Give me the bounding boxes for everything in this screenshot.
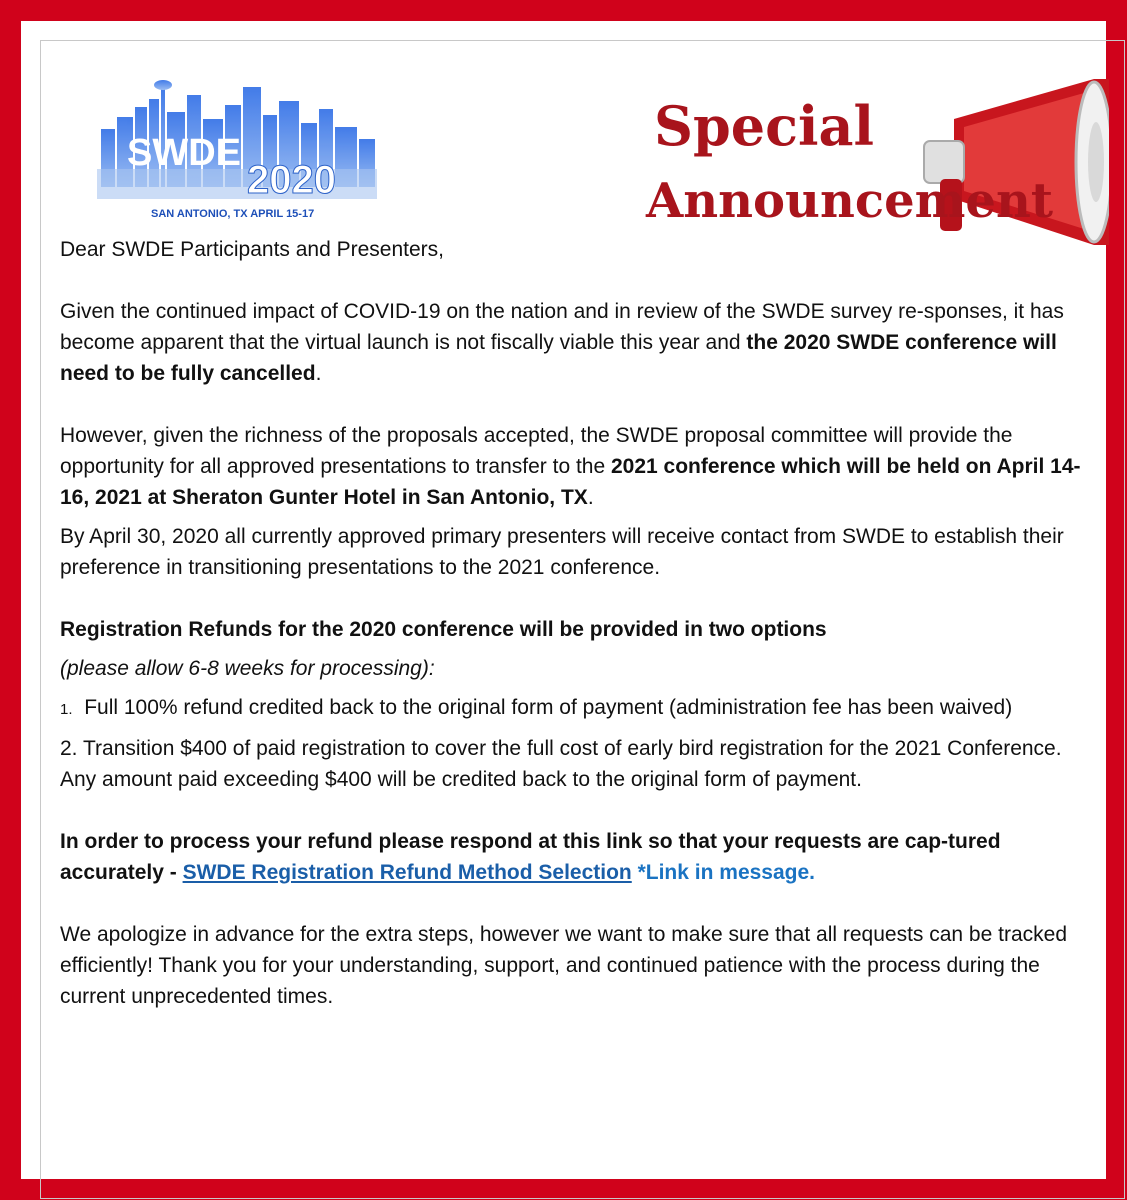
paragraph-respond: In order to process your refund please respond at this link so that your requests are cap-tured accurately - SWDE Registration Refund Method Selection *Link in message. bbox=[60, 830, 1001, 884]
paragraph-transfer: However, given the richness of the proposals accepted, the SWDE proposal committee will provide the opportunity for all approved presentations to transfer to the 2021 conference which will be held on April 14-16, 2021 at Sheraton Gunter Hotel in San Antonio, TX. bbox=[60, 424, 1081, 509]
swde-2020-logo bbox=[79, 57, 389, 227]
banner-line-1: Special bbox=[654, 94, 875, 158]
announcement-panel bbox=[40, 40, 1125, 1199]
banner-line-2: Announcement bbox=[646, 173, 1054, 229]
paragraph-contact: By April 30, 2020 all currently approved primary presenters will receive contact from SWDE to establish their preference in transitioning presentations to the 2021 conference. bbox=[60, 525, 1064, 579]
logo-year: 2020 bbox=[247, 158, 336, 202]
letter-body bbox=[60, 226, 1100, 1012]
paragraph-cancellation: Given the continued impact of COVID-19 on the nation and in review of the SWDE survey re-sponses, it has become apparent that the virtual launch is not fiscally viable this year and the 2020 SWDE conference will need to be fully cancelled. bbox=[60, 300, 1064, 385]
logo-location: SAN ANTONIO, TX APRIL 15-17 bbox=[151, 208, 315, 220]
refund-note: (please allow 6-8 weeks for processing): bbox=[60, 657, 435, 680]
refund-method-link[interactable]: SWDE Registration Refund Method Selection bbox=[182, 861, 632, 884]
special-announcement-banner bbox=[624, 79, 1109, 245]
link-in-message-note: *Link in message. bbox=[631, 861, 816, 884]
greeting: Dear SWDE Participants and Presenters, bbox=[60, 238, 444, 261]
logo-name: SWDE bbox=[127, 132, 241, 174]
cancellation-emphasis: the 2020 SWDE conference will need to be fully cancelled bbox=[60, 331, 1057, 385]
paragraph-closing: We apologize in advance for the extra steps, however we want to make sure that all requests can be tracked efficiently! Thank you for your understanding, support, and continued patience with the process during the current unprecedented times. bbox=[60, 923, 1067, 1008]
refund-option-2: 2. Transition $400 of paid registration to cover the full cost of early bird registration for the 2021 Conference. Any amount paid exceeding $400 will be credited back to the original form of payment. bbox=[60, 737, 1062, 791]
conference-2021-emphasis: 2021 conference which will be held on April 14-16, 2021 at Sheraton Gunter Hotel in San Antonio, TX bbox=[60, 455, 1081, 509]
refund-option-1: 1. Full 100% refund credited back to the original form of payment (administration fee has been waived) bbox=[60, 696, 1013, 719]
refund-heading: Registration Refunds for the 2020 conference will be provided in two options bbox=[60, 618, 827, 641]
